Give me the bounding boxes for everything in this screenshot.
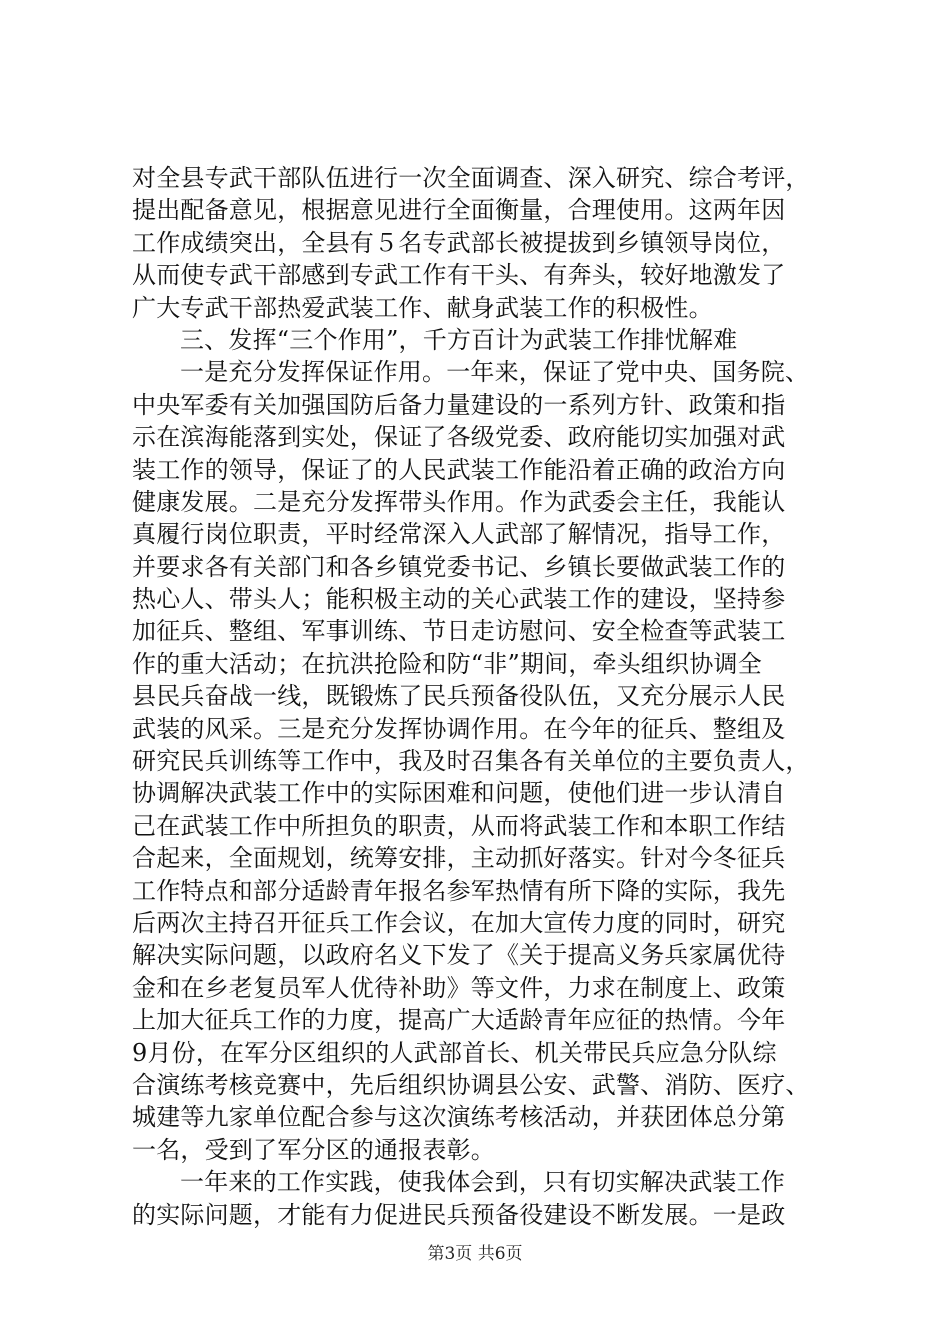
text-line: 上加大征兵工作的力度，提高广大适龄青年应征的热情。今年 — [132, 1006, 786, 1035]
text-line: 武装的风采。三是充分发挥协调作用。在今年的征兵、整组及 — [132, 714, 786, 743]
text-line: 城建等九家单位配合参与这次演练考核活动，并获团体总分第 — [132, 1103, 786, 1132]
text-line: 协调解决武装工作中的实际困难和问题，使他们进一步认清自 — [132, 779, 786, 808]
text-line: 对全县专武干部队伍进行一次全面调查、深入研究、综合考评， — [132, 164, 810, 192]
text-line: 中央军委有关加强国防后备力量建设的一系列方针、政策和指 — [132, 390, 786, 419]
text-line: 提出配备意见，根据意见进行全面衡量，合理使用。这两年因 — [132, 196, 786, 225]
text-line: 示在滨海能落到实处，保证了各级党委、政府能切实加强对武 — [132, 423, 786, 452]
document-body — [132, 162, 832, 1231]
text-line: 一名，受到了军分区的通报表彰。 — [132, 1135, 495, 1164]
text-line: 作的重大活动；在抗洪抢险和防“非”期间，牵头组织协调全 — [132, 649, 762, 678]
text-line: 热心人、带头人；能积极主动的关心武装工作的建设，坚持参 — [132, 585, 786, 614]
text-line: 工作成绩突出，全县有５名专武部长被提拔到乡镇领导岗位， — [132, 228, 786, 257]
text-line: 解决实际问题，以政府名义下发了《关于提高义务兵家属优待 — [132, 941, 786, 970]
text-line: 健康发展。二是充分发挥带头作用。作为武委会主任，我能认 — [132, 487, 786, 516]
text-line: 真履行岗位职责，平时经常深入人武部了解情况，指导工作， — [132, 520, 786, 549]
text-line: 的实际问题，才能有力促进民兵预备役建设不断发展。一是政 — [132, 1200, 786, 1229]
text-line: 合演练考核竞赛中，先后组织协调县公安、武警、消防、医疗、 — [132, 1070, 810, 1099]
text-line: 广大专武干部热爱武装工作、献身武装工作的积极性。 — [132, 293, 713, 322]
text-line: 一年来的工作实践，使我体会到，只有切实解决武装工作 — [180, 1168, 785, 1197]
text-line: 研究民兵训练等工作中，我及时召集各有关单位的主要负责人， — [132, 747, 810, 776]
text-line: 9月份，在军分区组织的人武部首长、机关带民兵应急分队综 — [132, 1038, 777, 1067]
text-line: 装工作的领导，保证了的人民武装工作能沿着正确的政治方向 — [132, 455, 786, 484]
text-line: 县民兵奋战一线，既锻炼了民兵预备役队伍，又充分展示人民 — [132, 682, 786, 711]
page-number-footer: 第3页 共6页 — [427, 1244, 523, 1264]
section-heading: 三、发挥“三个作用”，千方百计为武装工作排忧解难 — [180, 325, 738, 354]
text-line: 加征兵、整组、军事训练、节日走访慰问、安全检查等武装工 — [132, 617, 786, 646]
text-line: 后两次主持召开征兵工作会议，在加大宣传力度的同时，研究 — [132, 908, 786, 937]
text-line: 一是充分发挥保证作用。一年来，保证了党中央、国务院、 — [180, 358, 810, 387]
text-line: 工作特点和部分适龄青年报名参军热情有所下降的实际，我先 — [132, 876, 786, 905]
text-line: 并要求各有关部门和各乡镇党委书记、乡镇长要做武装工作的 — [132, 552, 786, 581]
text-line: 从而使专武干部感到专武工作有干头、有奔头，较好地激发了 — [132, 261, 786, 290]
text-line: 合起来，全面规划，统筹安排，主动抓好落实。针对今冬征兵 — [132, 844, 786, 873]
text-line: 金和在乡老复员军人优待补助》等文件，力求在制度上、政策 — [132, 973, 786, 1002]
text-line: 己在武装工作中所担负的职责，从而将武装工作和本职工作结 — [132, 811, 786, 840]
